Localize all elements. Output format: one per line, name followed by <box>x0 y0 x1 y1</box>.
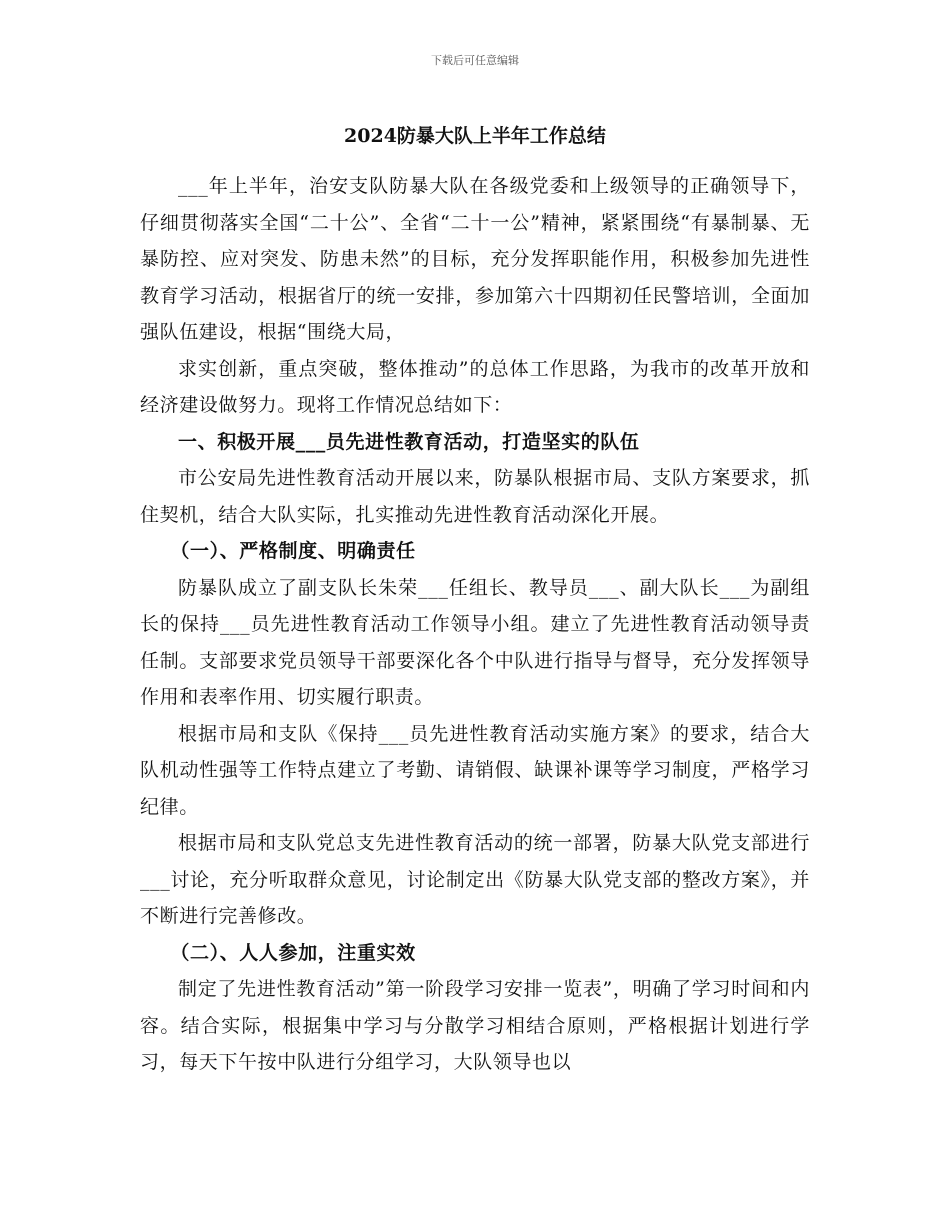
paragraph-study-rules: 根据市局和支队《保持___员先进性教育活动实施方案》的要求，结合大队机动性强等工作特点建立了考勤、请销假、缺课补课等学习制度，严格学习纪律。 <box>140 722 810 818</box>
paragraph-study-schedule: 制定了先进性教育活动”第一阶段学习安排一览表”，明确了学习时间和内容。结合实际，根据集中学习与分散学习相结合原则，严格根据计划进行学习，每天下午按中队进行分组学习，大队领导也以 <box>140 978 810 1073</box>
page-header: 下载后可任意编辑 <box>431 54 519 67</box>
section-heading-1: 一、积极开展___员先进性教育活动，打造坚实的队伍 <box>178 430 640 453</box>
document-title: 2024防暴大队上半年工作总结 <box>344 125 606 147</box>
paragraph-intro: ___年上半年，治安支队防暴大队在各级党委和上级领导的正确领导下，仔细贯彻落实全国“二十公”、全省“二十一公”精神，紧紧围绕“有暴制暴、无暴防控、应对突发、防患未然”的目标，充分发挥职能作用，积极参加先进性教育学习活动，根据省厅的统一安排，参加第六十四期初任民警培训，全面加强队伍建设，根据“围绕大局， <box>140 175 810 343</box>
document-body <box>140 118 810 1081</box>
paragraph-leadership-group: 防暴队成立了副支队长朱荣___任组长、教导员___、副大队长___为副组长的保持___员先进性教育活动工作领导小组。建立了先进性教育活动领导责任制。支部要求党员领导干部要深化各个中队进行指导与督导，充分发挥领导作用和表率作用、切实履行职责。 <box>140 576 810 708</box>
paragraph-intro-continued: 求实创新，重点突破，整体推动”的总体工作思路，为我市的改革开放和经济建设做努力。现将工作情况总结如下： <box>140 357 810 416</box>
subsection-heading-1: （一）、严格制度、明确责任 <box>170 540 416 562</box>
paragraph-rectification: 根据市局和支队党总支先进性教育活动的统一部署，防暴大队党支部进行___讨论，充分听取群众意见，讨论制定出《防暴大队党支部的整改方案》，并不断进行完善修改。 <box>140 832 810 927</box>
subsection-heading-2: （二）、人人参加，注重实效 <box>170 941 416 964</box>
paragraph-section-1: 市公安局先进性教育活动开展以来，防暴队根据市局、支队方案要求，抓住契机，结合大队实际，扎实推动先进性教育活动深化开展。 <box>140 467 810 526</box>
